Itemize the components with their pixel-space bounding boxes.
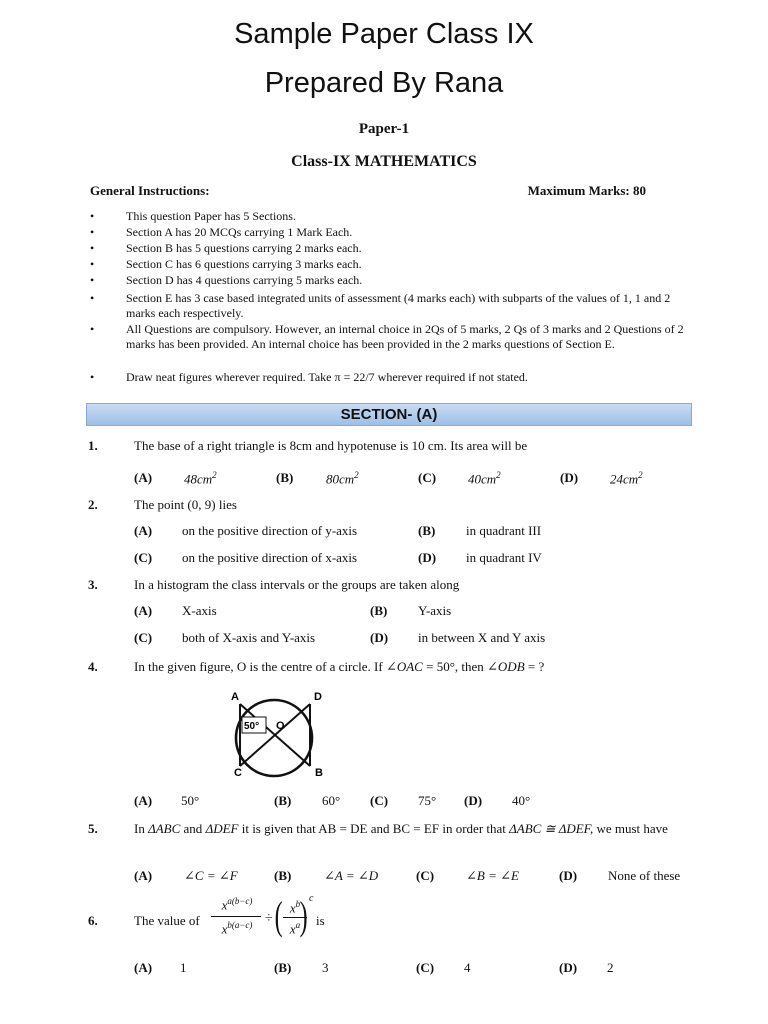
option-d: in between X and Y axis [418,630,546,645]
option-label: (A) [134,603,153,618]
option-label: (D) [418,550,437,565]
option-c: 75° [418,793,437,808]
inner-denominator: $x^a$ [289,920,301,937]
option-b: 60° [322,793,341,808]
option-label: (D) [560,470,579,485]
option-label: (B) [274,960,292,975]
option-c: ∠B = ∠E [466,868,519,883]
question-text: In the given figure, O is the centre of a circle. If ∠OAC = 50°, then ∠ODB = ? [134,659,545,674]
option-a: ∠C = ∠F [184,868,238,883]
option-label: (B) [274,793,292,808]
paper-label: Paper-1 [358,121,410,137]
instructions-heading: General Instructions: [90,183,210,198]
question-text: The point (0, 9) lies [134,497,237,512]
title-line-2: Prepared By Rana [264,67,504,99]
option-label: (C) [418,470,437,485]
inner-numerator: $x^b$ [289,899,301,916]
question-number: 6. [88,913,98,928]
option-label: (A) [134,960,153,975]
fraction-bar [211,916,261,917]
option-b: Y-axis [418,603,452,618]
option-label: (C) [416,868,435,883]
option-label: (D) [559,960,578,975]
divide-sign: ÷ [265,911,273,926]
option-label: (B) [418,523,436,538]
option-a: on the positive direction of y-axis [182,523,358,538]
option-label: (B) [276,470,294,485]
option-label: (A) [134,470,153,485]
option-d: $24cm^2$ [610,470,643,487]
option-c: both of X-axis and Y-axis [182,630,316,645]
option-label: (D) [464,793,483,808]
option-d: 40° [512,793,531,808]
left-paren: ( [274,893,283,938]
option-label: (A) [134,793,153,808]
option-label: (A) [134,868,153,883]
option-d: None of these [608,868,681,883]
option-label: (C) [370,793,389,808]
circle-figure [218,686,338,786]
option-d: 2 [607,960,614,975]
point-b-label: B [315,767,323,779]
fraction-numerator: $x^{a(b-c)}$ [221,896,253,913]
outer-exponent: c [309,893,314,904]
option-b: $80cm^2$ [326,470,359,487]
option-a: $48cm^2$ [184,470,217,487]
question-text-suffix: is [316,913,325,928]
option-label: (D) [370,630,389,645]
option-a: 1 [180,960,187,975]
question-number: 4. [88,659,98,674]
question-text: The base of a right triangle is 8cm and hypotenuse is 10 cm. Its area will be [134,438,528,453]
option-c: on the positive direction of x-axis [182,550,358,565]
question-number: 5. [88,821,98,836]
option-label: (C) [416,960,435,975]
question-text: In a histogram the class intervals or the groups are taken along [134,577,460,592]
angle-label: 50° [244,721,260,732]
right-paren: ) [299,893,308,938]
question-number: 2. [88,497,98,512]
question-number: 3. [88,577,98,592]
option-b: 3 [322,960,329,975]
question-number: 1. [88,438,98,453]
option-b: ∠A = ∠D [324,868,379,883]
option-c: $40cm^2$ [468,470,501,487]
subject-label: Class-IX MATHEMATICS [291,153,477,170]
point-a-label: A [231,691,239,703]
max-marks: Maximum Marks: 80 [527,183,646,198]
option-label: (B) [370,603,388,618]
option-label: (C) [134,550,153,565]
option-a: X-axis [182,603,217,618]
question-text-prefix: The value of [134,913,200,928]
point-c-label: C [234,767,242,779]
fraction-denominator: $x^{b(a-c)}$ [221,920,253,937]
question-text: In ΔABC and ΔDEF it is given that AB = DE and BC = EF in order that ΔABC ≅ ΔDEF, we must have [134,821,668,836]
option-label: (C) [134,630,153,645]
section-a-header: SECTION- (A) [86,403,692,426]
option-d: in quadrant IV [466,550,542,565]
option-c: 4 [464,960,471,975]
point-d-label: D [314,691,322,703]
option-b: in quadrant III [466,523,542,538]
option-label: (D) [559,868,578,883]
option-label: (B) [274,868,292,883]
title-line-1: Sample Paper Class IX [234,18,534,50]
center-o-label: O [276,720,285,732]
option-a: 50° [181,793,200,808]
option-label: (A) [134,523,153,538]
